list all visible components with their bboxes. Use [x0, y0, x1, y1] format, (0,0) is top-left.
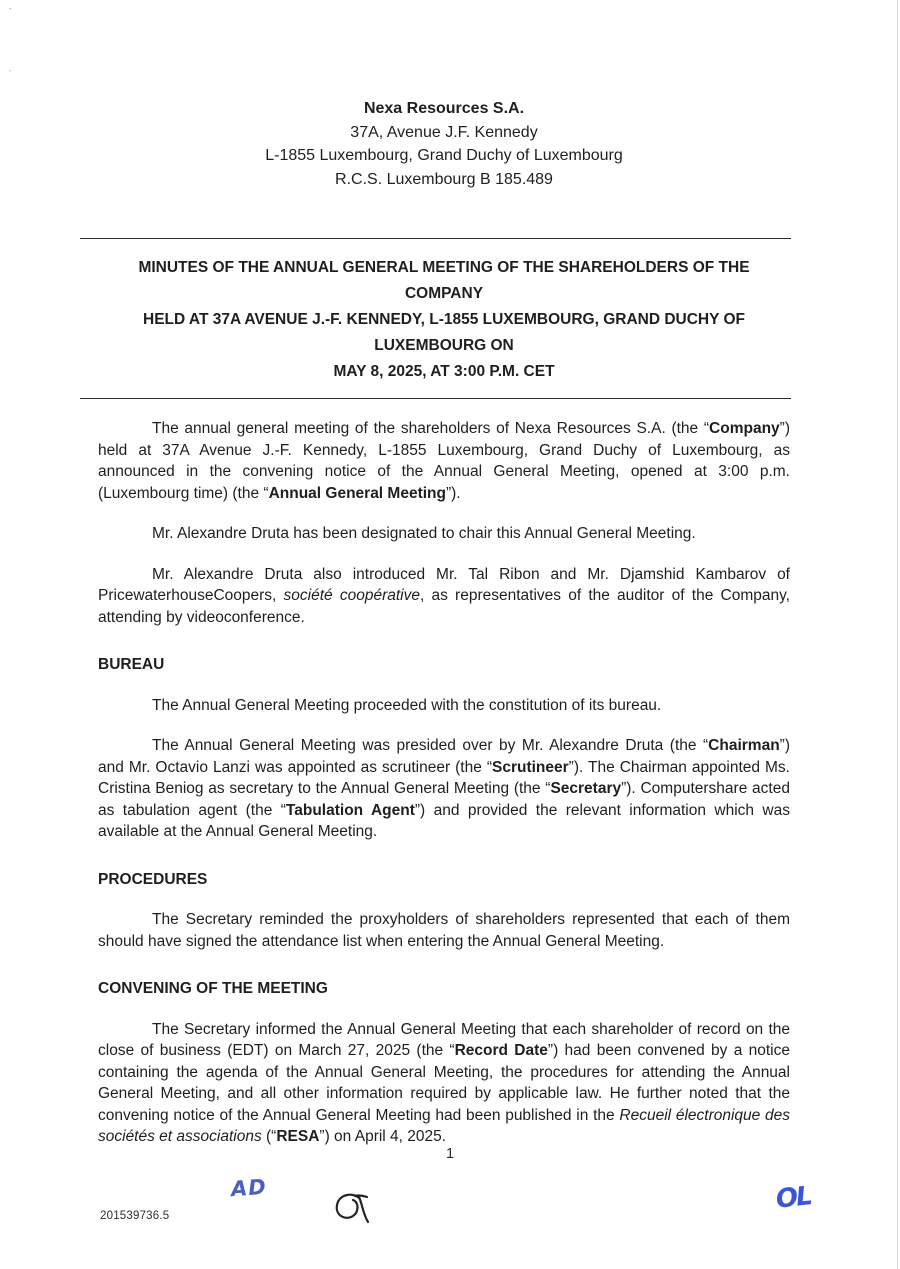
text-segment: Mr. Alexandre Druta has been designated to chair this Annual General Meeting. — [152, 525, 696, 542]
text-segment: RESA — [276, 1128, 320, 1145]
text-segment: Company — [709, 420, 780, 437]
text-segment: The Annual General Meeting was presided over by Mr. Alexandre Druta (the “ — [152, 737, 709, 754]
text-segment: ”). — [445, 484, 461, 502]
text-segment: Tabulation Agent — [285, 801, 415, 819]
section-heading — [98, 978, 790, 1000]
page-number: 1 — [445, 1146, 455, 1162]
document-content — [98, 0, 790, 1148]
scan-edge-artifact — [897, 0, 898, 1269]
text-segment: CONVENING OF THE MEETING — [98, 980, 328, 997]
text-segment: Recueil électronique des sociétés et associations — [98, 1106, 790, 1145]
address-line: L-1855 Luxembourg, Grand Duchy of Luxembourg — [265, 147, 623, 164]
handwritten-initials-left: AD — [230, 1174, 268, 1202]
scan-speck: ´ — [9, 69, 12, 79]
section-heading — [98, 869, 790, 891]
text-segment: ”). The Chairman appointed Ms. Cristina Beniog as secretary to the Annual General Meeting (the “ — [98, 758, 790, 797]
text-segment: BUREAU — [98, 656, 165, 673]
text-segment: The annual general meeting of the shareholders of Nexa Resources S.A. (the “ — [152, 420, 710, 437]
letterhead — [98, 97, 790, 191]
title-line: HELD AT 37A AVENUE J.-F. KENNEDY, L-1855 LUXEMBOURG, GRAND DUCHY OF LUXEMBOURG ON — [143, 311, 745, 354]
text-segment: ”) and provided the relevant information which was available at the Annual General Meeting. — [98, 801, 790, 840]
document-title — [98, 239, 790, 398]
document-body — [98, 418, 790, 1148]
text-segment: ”) held at 37A Avenue J.-F. Kennedy, L-1855 Luxembourg, Grand Duchy of Luxembourg, as announced in the convening notice of the Annual General Meeting, opened at 3:00 p.m. (Luxembourg time) (the “ — [98, 420, 790, 502]
horizontal-rule-bottom — [80, 398, 791, 399]
text-segment: Mr. Alexandre Druta also introduced Mr. Tal Ribon and Mr. Djamshid Kambarov of PricewaterhouseCoopers, — [98, 565, 790, 604]
paragraph — [98, 523, 790, 545]
paragraph — [98, 909, 790, 952]
text-segment: ”). Computershare acted as tabulation agent (the “ — [98, 780, 790, 819]
text-segment: Chairman — [708, 737, 780, 754]
document-reference-number: 201539736.5 — [100, 1210, 170, 1222]
handwritten-scribble-initials — [329, 1190, 377, 1232]
section-heading — [98, 654, 790, 676]
title-line: MINUTES OF THE ANNUAL GENERAL MEETING OF THE SHAREHOLDERS OF THE COMPANY — [138, 259, 750, 302]
text-segment: The Secretary informed the Annual General Meeting that each shareholder of record on the close of business (EDT) on March 27, 2025 (the “ — [98, 1020, 790, 1059]
text-segment: (“ — [261, 1128, 277, 1145]
company-name: Nexa Resources S.A. — [363, 100, 525, 117]
text-segment: ”) on April 4, 2025. — [319, 1128, 447, 1145]
text-segment: ”) had been convened by a notice containing the agenda of the Annual General Meeting, the procedures for attending the Annual General Meeting, and all other information required by applicable law. He further noted that the convening notice of the Annual General Meeting had been published in the — [98, 1042, 790, 1124]
paragraph — [98, 418, 790, 504]
text-segment: société coopérative — [283, 587, 420, 604]
registry-number: R.C.S. Luxembourg B 185.489 — [335, 170, 553, 188]
text-segment: PROCEDURES — [98, 870, 208, 888]
text-segment: Annual General Meeting — [268, 484, 446, 502]
title-line: MAY 8, 2025, AT 3:00 P.M. CET — [333, 363, 555, 380]
paragraph — [98, 564, 790, 629]
paragraph — [98, 1019, 790, 1148]
text-segment: , as representatives of the auditor of the Company, attending by videoconference. — [98, 587, 790, 626]
text-segment: Record Date — [454, 1042, 548, 1059]
handwritten-initials-right: OL — [774, 1181, 813, 1215]
paragraph — [98, 735, 790, 843]
address-line: 37A, Avenue J.F. Kennedy — [350, 123, 538, 141]
text-segment: The Secretary reminded the proxyholders of shareholders represented that each of them should have signed the attendance list when entering the Annual General Meeting. — [98, 911, 790, 950]
paragraph — [98, 695, 790, 717]
text-segment: Scrutineer — [491, 758, 569, 776]
text-segment: Secretary — [550, 780, 622, 797]
text-segment: The Annual General Meeting proceeded with the constitution of its bureau. — [152, 696, 662, 714]
text-segment: ”) and Mr. Octavio Lanzi was appointed as scrutineer (the “ — [98, 737, 790, 776]
scan-speck: ` — [9, 7, 12, 17]
